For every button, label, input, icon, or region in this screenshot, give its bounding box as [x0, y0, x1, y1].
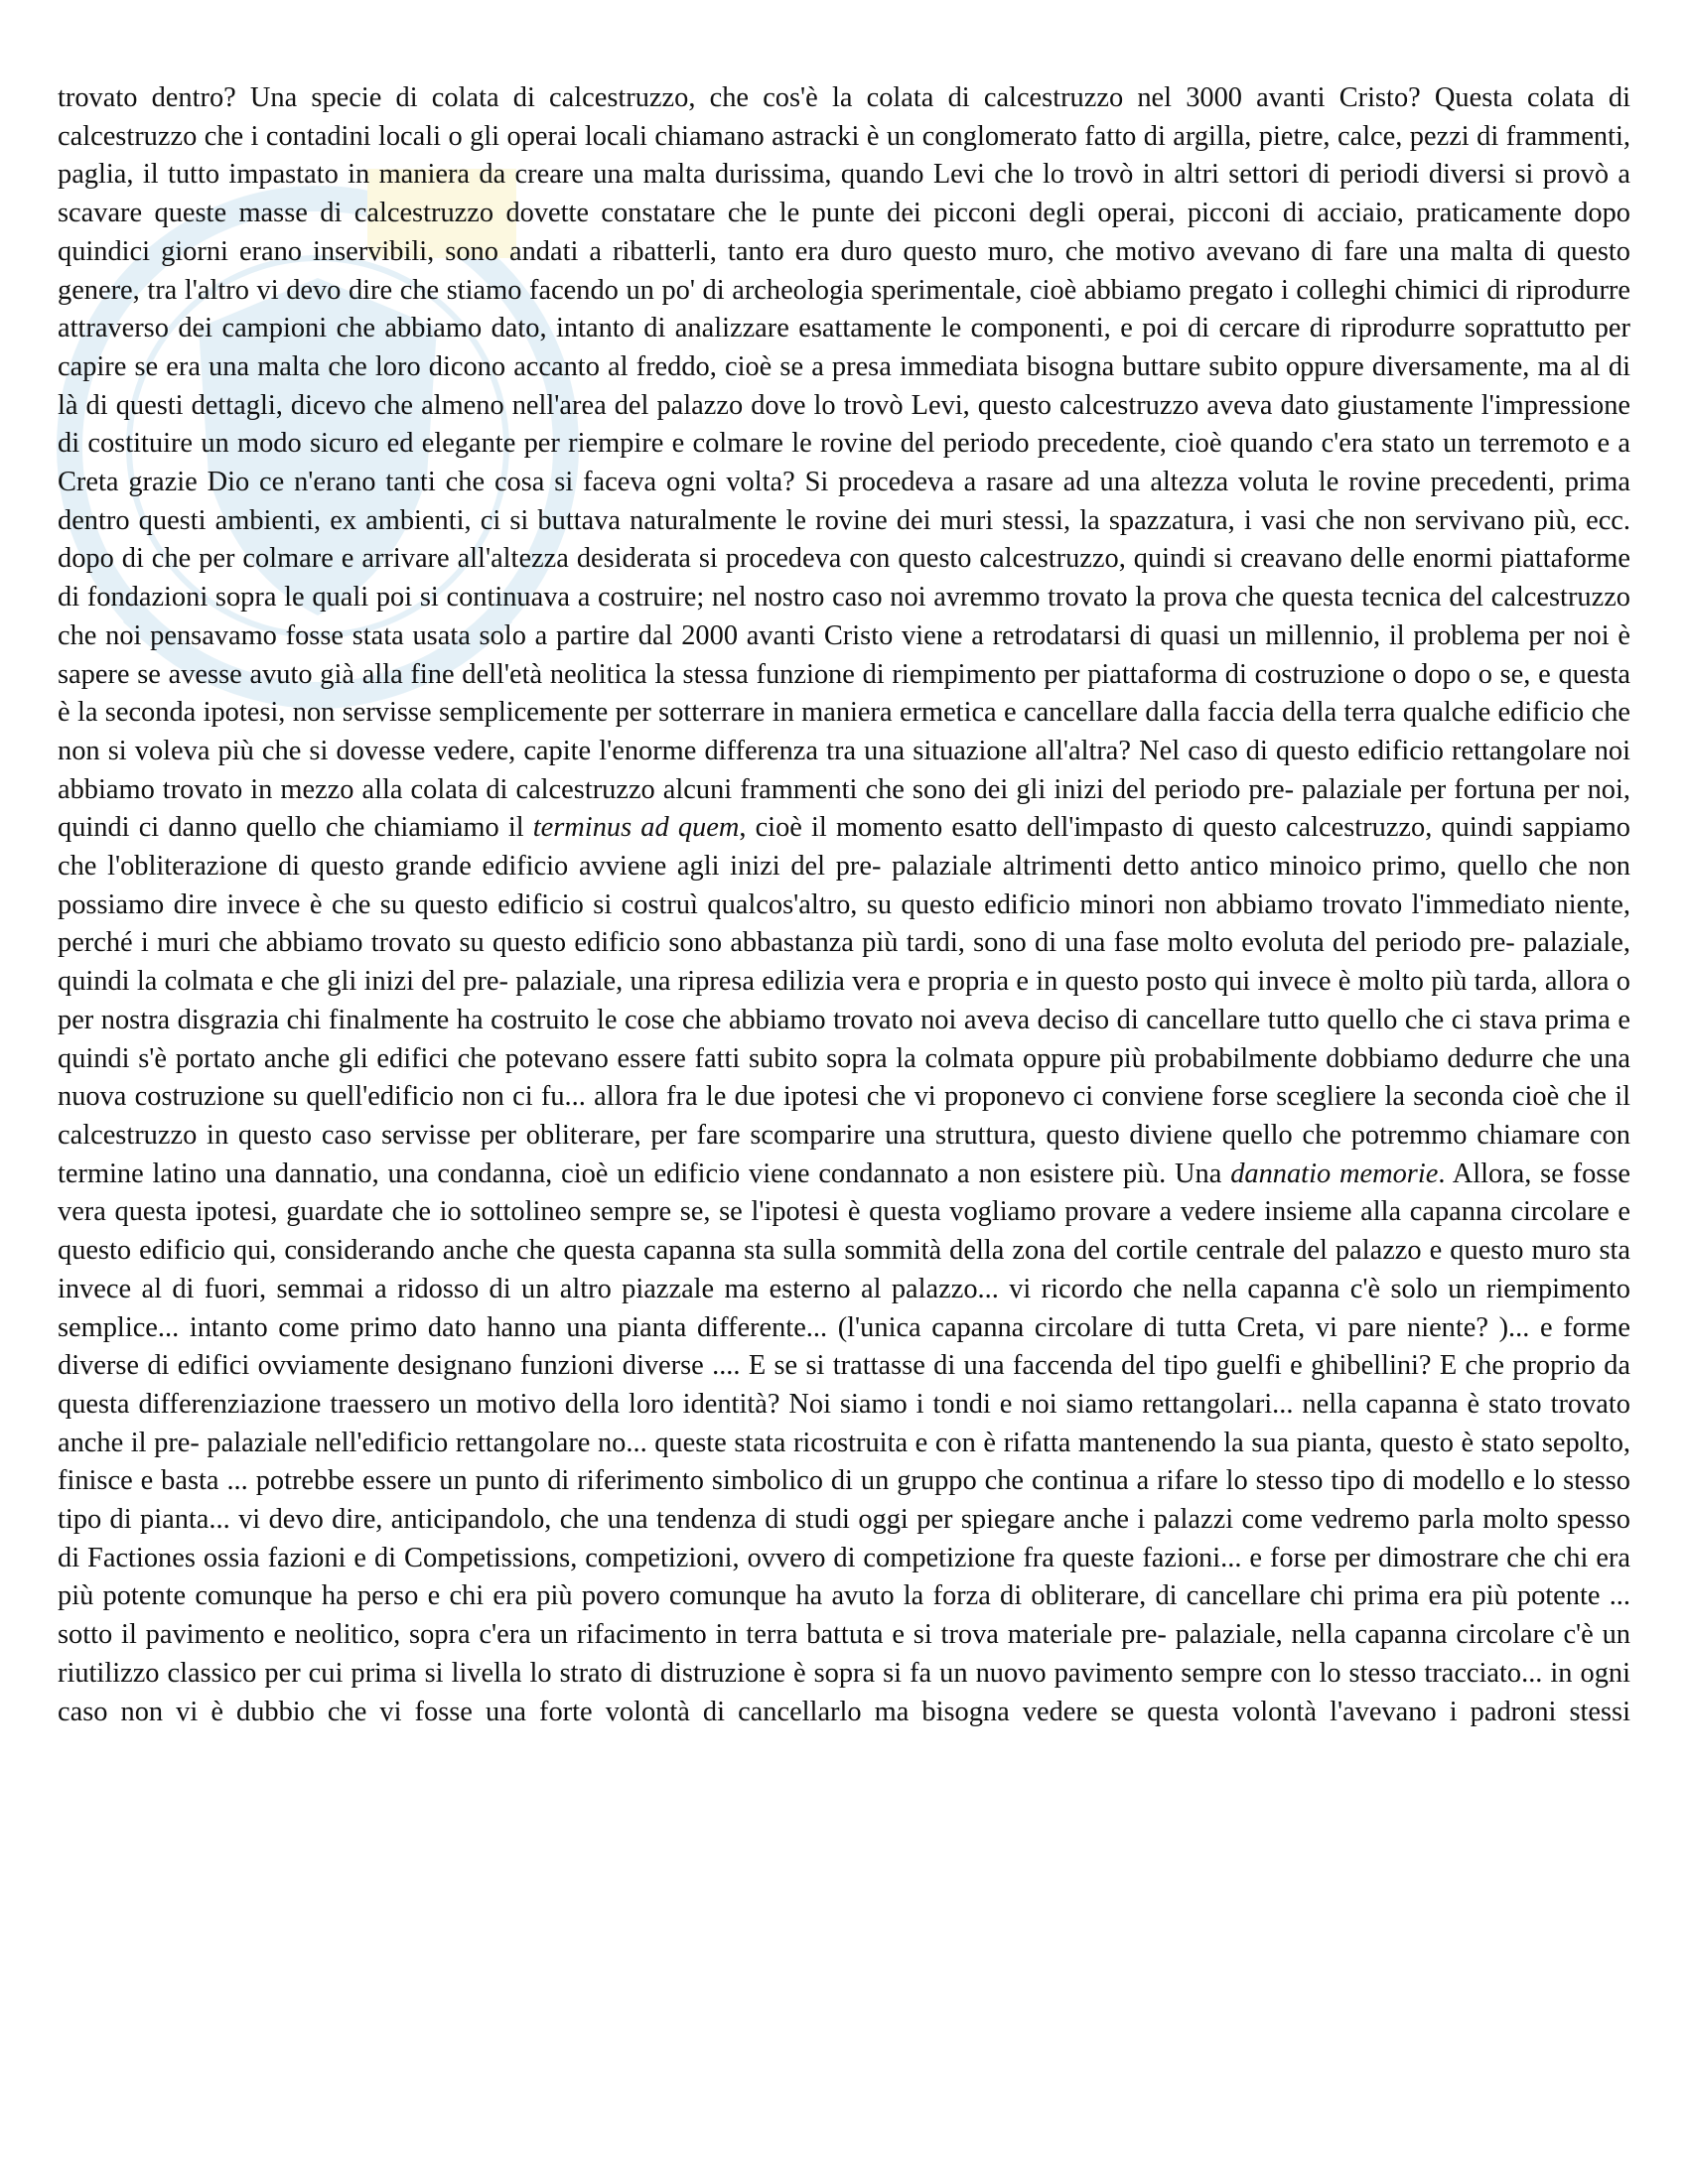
paragraph-segment: . Allora, se fosse vera questa ipotesi, guardate che io sottolineo sempre se, se l'ipotesi è questa vogliamo provare a vedere insieme alla capanna circolare e questo edificio qui, considerando anche che questa capanna sta sulla sommità della zona del cortile centrale del palazzo e questo muro sta invece al di fuori, semmai a ridosso di un altro piazzale ma esterno al palazzo... vi ricordo che nella capanna c'è solo un riempimento semplice... intanto come primo dato hanno una pianta differente... (l'unica capanna circolare di tutta Creta, vi pare niente? )... e forme diverse di edifici ovviamente designano funzioni diverse .... E se si trattasse di una faccenda del tipo guelfi e ghibellini? E che proprio da questa differenziazione traessero un motivo della loro identità? Noi siamo i tondi e noi siamo rettangolari... nella capanna è stato trovato anche il pre- palaziale nell'edificio rettangolare no... queste stata ricostruita e con è rifatta mantenendo la sua pianta, questo è stato sepolto, finisce e basta ... potrebbe essere un punto di riferimento simbolico di un gruppo che continua a rifare lo stesso tipo di modello e lo stesso tipo di pianta... vi devo dire, anticipandolo, che una tendenza di studi oggi per spiegare anche i palazzi come vedremo parla molto spesso di Factiones ossia fazioni e di Competissions, competizioni, ovvero di competizione fra queste fazioni... e forse per dimostrare che chi era più potente comunque ha perso e chi era più povero comunque ha avuto la forza di obliterare, di cancellare chi prima era più potente ... sotto il pavimento e neolitico, sopra c'era un rifacimento in terra battuta e si trova materiale pre- palaziale, nella capanna circolare c'è un riutilizzo classico per cui prima si livella lo strato di distruzione è sopra si fa un nuovo pavimento sempre con lo stesso tracciato... in ogni caso non vi è dubbio che vi fosse una forte volontà di cancellarlo ma bisogna vedere se questa volontà l'avevano i padroni stessi: [58, 1158, 1630, 1727]
italic-term: terminus ad quem: [532, 812, 740, 844]
paragraph-segment: trovato dentro? Una specie di colata di calcestruzzo, che cos'è la colata di calcestruzzo nel 3000 avanti Cristo? Questa colata di calcestruzzo che i contadini locali o gli operai locali chiamano astracki è un conglomerato fatto di argilla, pietre, calce, pezzi di frammenti, paglia, il tutto impastato in maniera da creare una malta durissima, quando Levi che lo trovò in altri settori di periodi diversi si provò a scavare queste masse di calcestruzzo dovette constatare che le punte dei picconi degli operai, picconi di acciaio, praticamente dopo quindici giorni erano inservibili, sono andati a ribatterli, tanto era duro questo muro, che motivo avevano di fare una malta di questo genere, tra l'altro vi devo dire che stiamo facendo un po' di archeologia sperimentale, cioè abbiamo pregato i colleghi chimici di riprodurre attraverso dei campioni che abbiamo dato, intanto di analizzare esattamente le componenti, e poi di cercare di riprodurre soprattutto per capire se era una malta che loro dicono accanto al freddo, cioè se a presa immediata bisogna buttare subito oppure diversamente, ma al di là di questi dettagli, dicevo che almeno nell'area del palazzo dove lo trovò Levi, questo calcestruzzo aveva dato giustamente l'impressione di costituire un modo sicuro ed elegante per riempire e colmare le rovine del periodo precedente, cioè quando c'era stato un terremoto e a Creta grazie Dio ce n'erano tanti che cosa si faceva ogni volta? Si procedeva a rasare ad una altezza voluta le rovine precedenti, prima dentro questi ambienti, ex ambienti, ci si buttava naturalmente le rovine dei muri stessi, la spazzatura, i vasi che non servivano più, ecc. dopo di che per colmare e arrivare all'altezza desiderata si procedeva con questo calcestruzzo, quindi si creavano delle enormi piattaforme di fondazioni sopra le quali poi si continuava a costruire; nel nostro caso noi avremmo trovato la prova che questa tecnica del calcestruzzo che noi pensavamo fosse stata usata solo a partire dal 2000 avanti Cristo viene a retrodatarsi di quasi un millennio, il problema per noi è sapere se avesse avuto già alla fine dell'età neolitica la stessa funzione di riempimento per piattaforma di costruzione o dopo o se, e questa è la seconda ipotesi, non servisse semplicemente per sotterrare in maniera ermetica e cancellare dalla faccia della terra qualche edificio che non si voleva più che si dovesse vedere, capite l'enorme differenza tra una situazione all'altra? Nel caso di questo edificio rettangolare noi abbiamo trovato in mezzo alla colata di calcestruzzo alcuni frammenti che sono dei gli inizi del periodo pre- palaziale per fortuna per noi, quindi ci danno quello che chiamiamo il: [58, 82, 1630, 844]
italic-term: dannatio memorie: [1230, 1158, 1439, 1189]
paragraph-segment: , cioè il momento esatto dell'impasto di questo calcestruzzo, quindi sappiamo che l'obliterazione di questo grande edificio avviene agli inizi del pre- palaziale altrimenti detto antico minoico primo, quello che non possiamo dire invece è che su questo edificio si costruì qualcos'altro, su questo edificio minori non abbiamo trovato l'immediato niente, perché i muri che abbiamo trovato su questo edificio sono abbastanza più tardi, sono di una fase molto evoluta del periodo pre- palaziale, quindi la colmata e che gli inizi del pre- palaziale, una ripresa edilizia vera e propria e in questo posto qui invece è molto più tarda, allora o per nostra disgrazia chi finalmente ha costruito le cose che abbiamo trovato noi aveva deciso di cancellare tutto quello che ci stava prima e quindi s'è portato anche gli edifici che potevano essere fatti subito sopra la colmata oppure più probabilmente dobbiamo dedurre che una nuova costruzione su quell'edificio non ci fu... allora fra le due ipotesi che vi proponevo ci conviene forse scegliere la seconda cioè che il calcestruzzo in questo caso servisse per obliterare, per fare scomparire una struttura, questo diviene quello che potremmo chiamare con termine latino una dannatio, una condanna, cioè un edificio viene condannato a non esistere più. Una: [58, 812, 1630, 1189]
body-paragraph: [58, 79, 1630, 1731]
